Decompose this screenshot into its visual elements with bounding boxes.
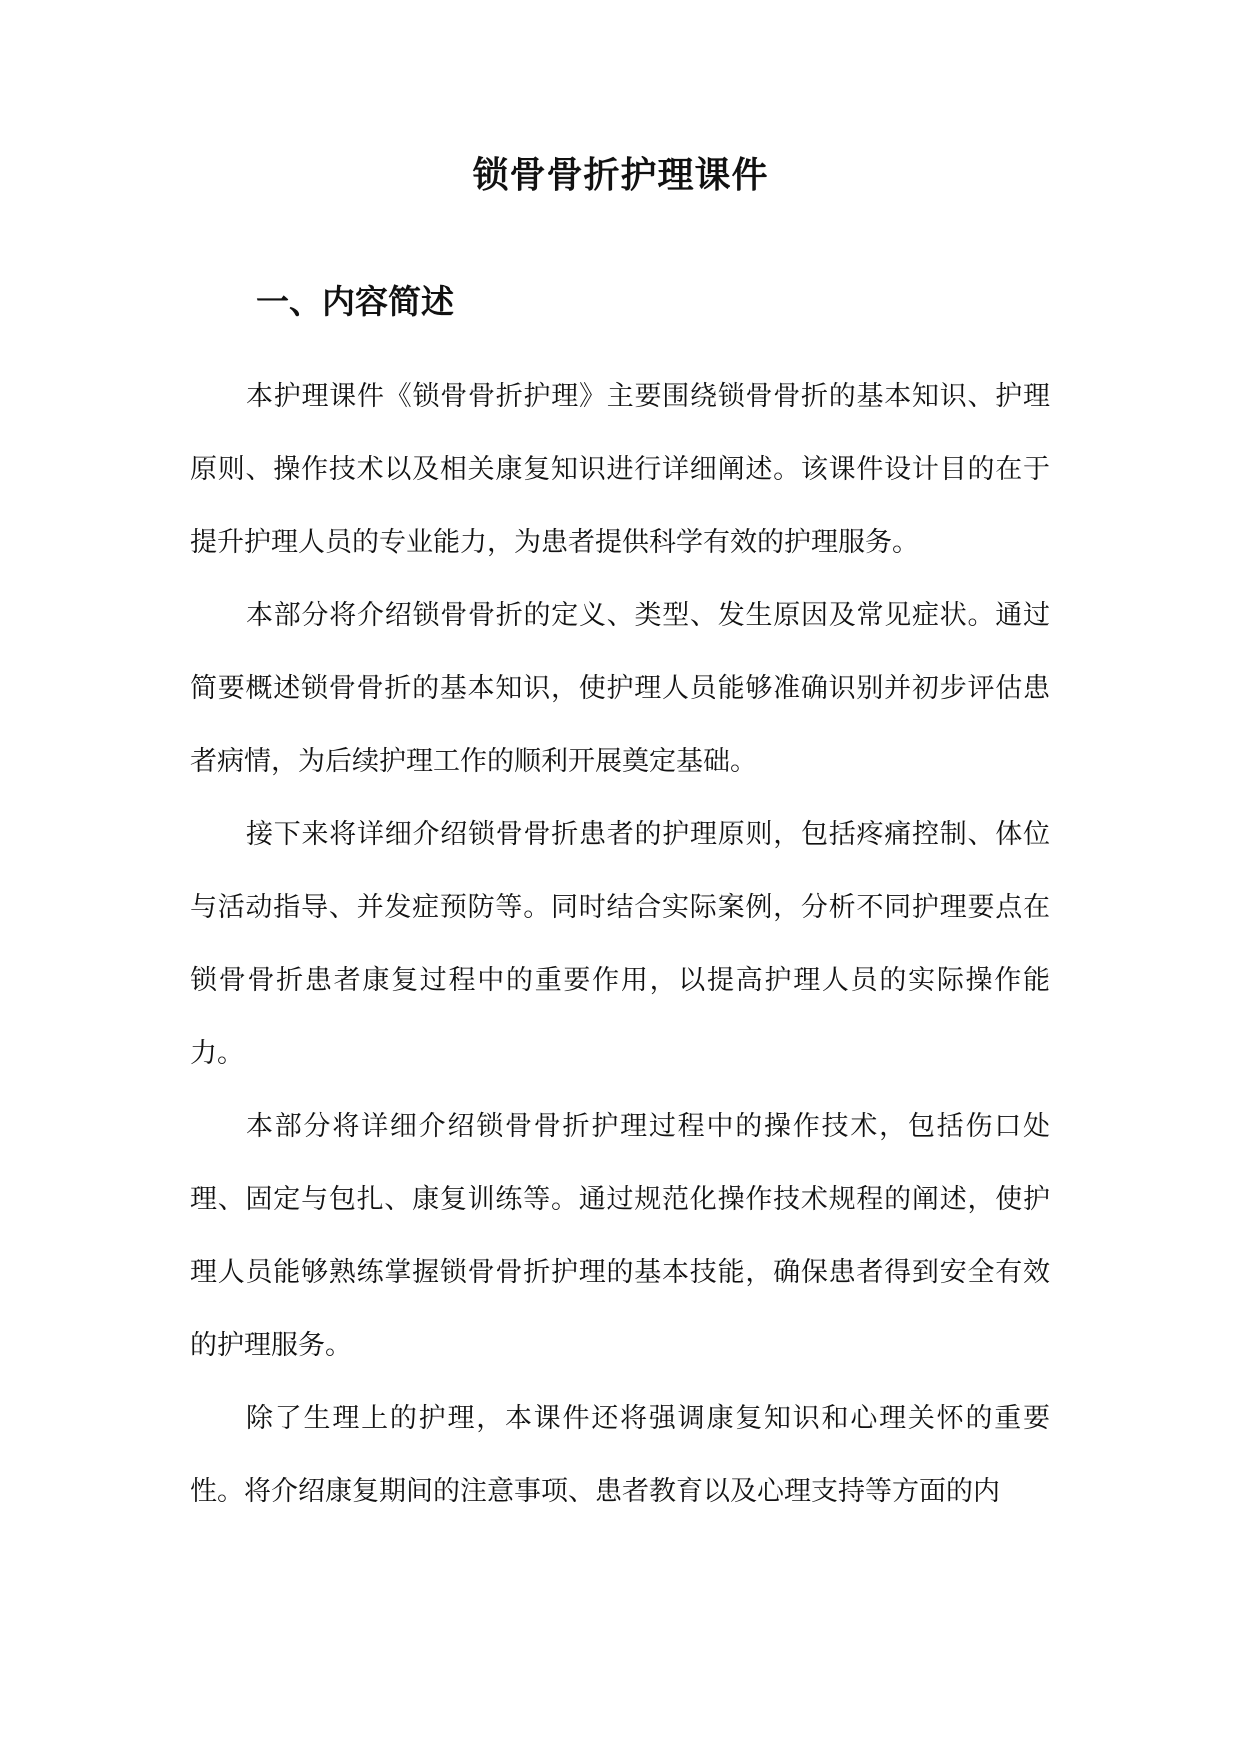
section-body — [190, 360, 1050, 1528]
document-title: 锁骨骨折护理课件 — [472, 154, 769, 196]
section-heading: 一、内容简述 — [256, 282, 454, 321]
paragraph-intro: 本护理课件《锁骨骨折护理》主要围绕锁骨骨折的基本知识、护理原则、操作技术以及相关康复知识进行详细阐述。该课件设计目的在于提升护理人员的专业能力，为患者提供科学有效的护理服务。 — [190, 381, 1050, 558]
paragraph-rehabilitation-psychology: 除了生理上的护理，本课件还将强调康复知识和心理关怀的重要性。将介绍康复期间的注意事项、患者教育以及心理支持等方面的内 — [190, 1403, 1050, 1507]
paragraph-nursing-principles: 接下来将详细介绍锁骨骨折患者的护理原则，包括疼痛控制、体位与活动指导、并发症预防等。同时结合实际案例，分析不同护理要点在锁骨骨折患者康复过程中的重要作用，以提高护理人员的实际操作能力。 — [190, 819, 1050, 1069]
paragraph-operation-techniques: 本部分将详细介绍锁骨骨折护理过程中的操作技术，包括伤口处理、固定与包扎、康复训练等。通过规范化操作技术规程的阐述，使护理人员能够熟练掌握锁骨骨折护理的基本技能，确保患者得到安全有效的护理服务。 — [190, 1111, 1050, 1361]
paragraph-basic-knowledge: 本部分将介绍锁骨骨折的定义、类型、发生原因及常见症状。通过简要概述锁骨骨折的基本知识，使护理人员能够准确识别并初步评估患者病情，为后续护理工作的顺利开展奠定基础。 — [190, 600, 1050, 777]
